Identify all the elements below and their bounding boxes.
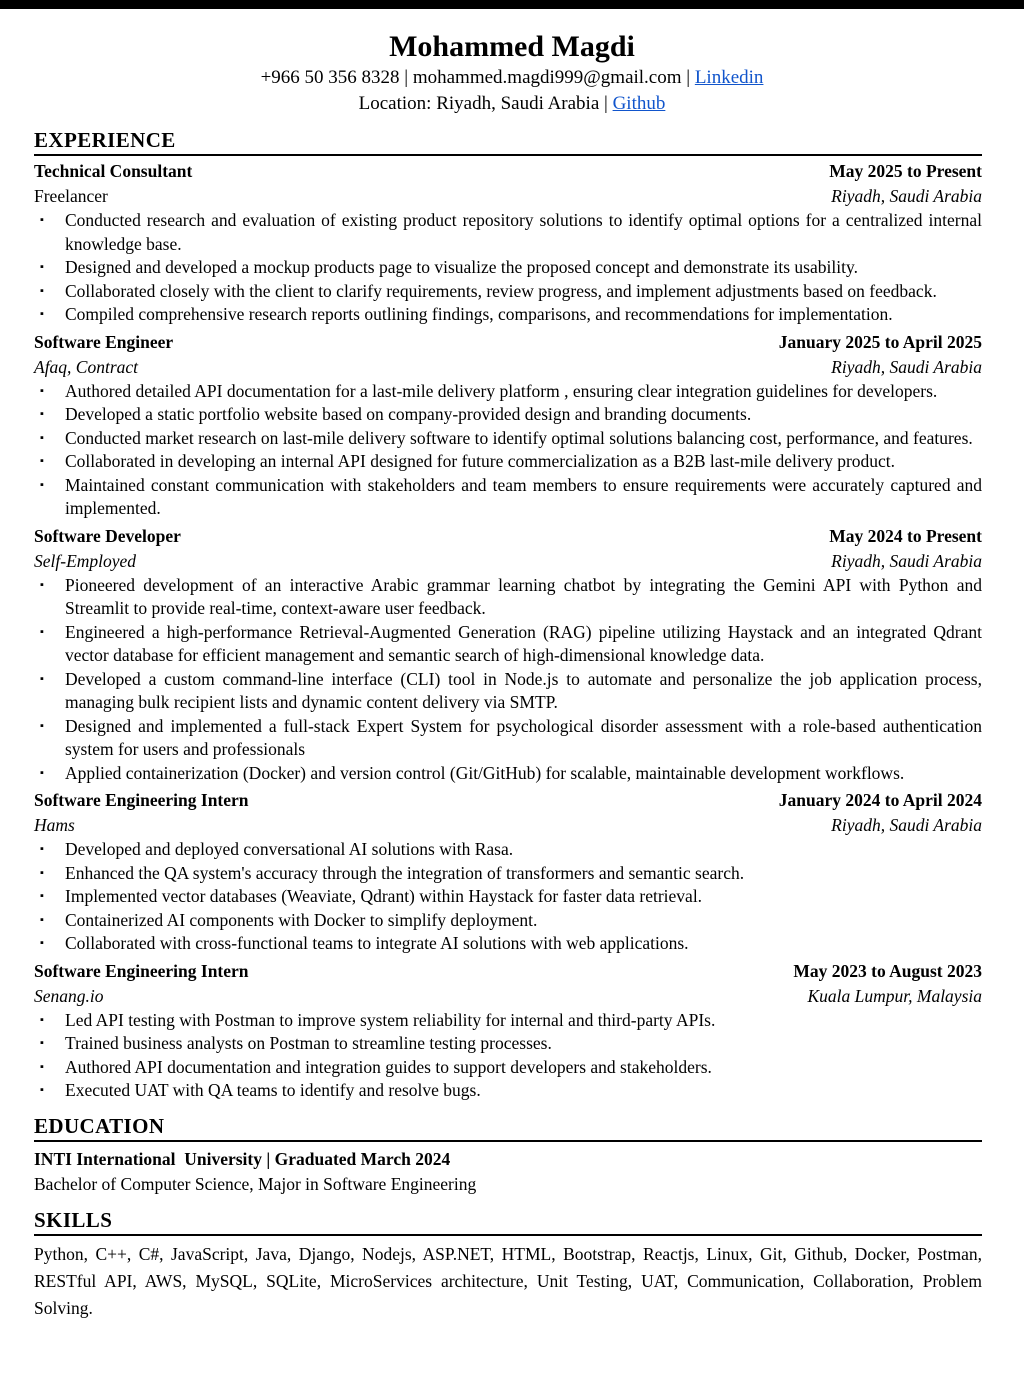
- job-header-row: [34, 159, 982, 184]
- job-header-row: [34, 959, 982, 984]
- location-text: Location: Riyadh, Saudi Arabia: [358, 93, 600, 114]
- job-bullet-list: [34, 380, 982, 521]
- bullet-item: ▪ Engineered a high-performance Retrieval-Augmented Generation (RAG) pipeline utilizing Haystack and an integrated Qdrant vector database for efficient management and semantic search of high-dimensional knowledge data.: [34, 621, 982, 668]
- job-company: Self-Employed: [34, 550, 137, 571]
- phone-text: +966 50 356 8328: [260, 67, 400, 88]
- job-dates: May 2023 to August 2023: [793, 960, 982, 981]
- job-location: Riyadh, Saudi Arabia: [831, 356, 982, 377]
- email-text: mohammed.magdi999@gmail.com: [412, 67, 682, 88]
- name-heading: Mohammed Magdi: [389, 30, 635, 63]
- github-link[interactable]: Github: [612, 93, 666, 114]
- bullet-item: ▪ Developed and deployed conversational AI solutions with Rasa.: [34, 838, 982, 862]
- section-heading-education: EDUCATION: [34, 1114, 982, 1142]
- bullet-item: ▪ Conducted research and evaluation of existing product repository solutions to identify optimal options for a centralized internal knowledge base.: [34, 209, 982, 256]
- bullet-item: ▪ Authored detailed API documentation for a last-mile delivery platform , ensuring clear integration guidelines for developers.: [34, 380, 982, 404]
- job-location: Riyadh, Saudi Arabia: [831, 550, 982, 571]
- job-header-row: [34, 524, 982, 549]
- job-company: Hams: [34, 815, 75, 835]
- job-location: Kuala Lumpur, Malaysia: [807, 985, 982, 1006]
- bullet-item: ▪ Collaborated closely with the client to clarify requirements, review progress, and implement adjustments based on feedback.: [34, 280, 982, 304]
- job-dates: January 2024 to April 2024: [778, 790, 982, 810]
- linkedin-link[interactable]: Linkedin: [694, 67, 764, 88]
- job-title: Software Engineer: [34, 331, 174, 352]
- bullet-item: ▪ Authored API documentation and integration guides to support developers and stakeholders.: [34, 1056, 982, 1080]
- job-title: Software Engineering Intern: [34, 960, 249, 981]
- job-subheader-row: [34, 984, 982, 1009]
- skills-text: Python, C++, C#, JavaScript, Java, Django, Nodejs, ASP.NET, HTML, Bootstrap, Reactjs, Linux, Git, Github, Docker, Postman, RESTful API, AWS, MySQL, SQLite, MicroServices architecture, Unit Testing, UAT, Communication, Collaboration, Problem Solving.: [34, 1243, 982, 1318]
- bullet-item: ▪ Implemented vector databases (Weaviate, Qdrant) within Haystack for faster data retrieval.: [34, 885, 982, 909]
- job-bullet-list: [34, 838, 982, 956]
- job-subheader-row: [34, 813, 982, 838]
- resume-header: [0, 9, 1024, 117]
- job-header-row: [34, 330, 982, 355]
- job-subheader-row: [34, 549, 982, 574]
- job-company: Senang.io: [34, 985, 104, 1006]
- job-bullet-list: [34, 574, 982, 786]
- job-dates: May 2025 to Present: [829, 161, 982, 181]
- bullet-item: ▪ Compiled comprehensive research reports outlining findings, comparisons, and recommendations for implementation.: [34, 303, 982, 327]
- resume-body: [0, 128, 1024, 1322]
- bullet-item: ▪ Executed UAT with QA teams to identify and resolve bugs.: [34, 1079, 982, 1103]
- job-location: Riyadh, Saudi Arabia: [831, 815, 982, 835]
- job-title: Software Engineering Intern: [34, 790, 249, 810]
- bullet-item: ▪ Containerized AI components with Docker to simplify deployment.: [34, 909, 982, 933]
- bullet-item: ▪ Designed and developed a mockup products page to visualize the proposed concept and demonstrate its usability.: [34, 256, 982, 280]
- education-degree-line: Bachelor of Computer Science, Major in Software Engineering: [34, 1173, 477, 1194]
- job-company: Afaq, Contract: [34, 356, 139, 377]
- job-entry: [34, 788, 982, 956]
- education-school-line: INTI International University | Graduated March 2024: [34, 1148, 451, 1169]
- contact-line: [0, 65, 1024, 91]
- section-heading-skills: SKILLS: [34, 1208, 982, 1236]
- job-entry: [34, 524, 982, 786]
- job-entry: [34, 959, 982, 1103]
- job-entry: [34, 330, 982, 521]
- separator: |: [604, 93, 608, 114]
- section-heading-experience: EXPERIENCE: [34, 128, 982, 156]
- bullet-item: ▪ Designed and implemented a full-stack Expert System for psychological disorder assessment with a role-based authentication system for users and professionals: [34, 715, 982, 762]
- job-dates: May 2024 to Present: [829, 525, 982, 546]
- job-bullet-list: [34, 209, 982, 327]
- window-top-edge: [0, 0, 1024, 9]
- job-header-row: [34, 788, 982, 813]
- job-dates: January 2025 to April 2025: [778, 331, 982, 352]
- bullet-item: ▪ Collaborated with cross-functional teams to integrate AI solutions with web applications.: [34, 932, 982, 956]
- job-subheader-row: [34, 184, 982, 209]
- bullet-item: ▪ Developed a custom command-line interface (CLI) tool in Node.js to automate and personalize the job application process, managing bulk recipient lists and dynamic content delivery via SMTP.: [34, 668, 982, 715]
- bullet-item: ▪ Developed a static portfolio website based on company-provided design and branding documents.: [34, 403, 982, 427]
- separator: |: [686, 67, 691, 88]
- bullet-item: ▪ Applied containerization (Docker) and version control (Git/GitHub) for scalable, maintainable development workflows.: [34, 762, 982, 786]
- location-line: [0, 91, 1024, 117]
- job-bullet-list: [34, 1009, 982, 1103]
- bullet-item: ▪ Maintained constant communication with stakeholders and team members to ensure requirements were accurately captured and implemented.: [34, 474, 982, 521]
- job-entry: [34, 159, 982, 327]
- bullet-item: ▪ Enhanced the QA system's accuracy through the integration of transformers and semantic search.: [34, 862, 982, 886]
- bullet-item: ▪ Trained business analysts on Postman to streamline testing processes.: [34, 1032, 982, 1056]
- bullet-item: ▪ Conducted market research on last-mile delivery software to identify optimal solutions balancing cost, performance, and features.: [34, 427, 982, 451]
- job-company: Freelancer: [34, 186, 108, 206]
- job-title: Software Developer: [34, 525, 181, 546]
- job-title: Technical Consultant: [34, 161, 193, 181]
- bullet-item: ▪ Led API testing with Postman to improve system reliability for internal and third-party APIs.: [34, 1009, 982, 1033]
- job-location: Riyadh, Saudi Arabia: [831, 186, 982, 206]
- bullet-item: ▪ Pioneered development of an interactive Arabic grammar learning chatbot by integrating the Gemini API with Python and Streamlit to provide real-time, context-aware user feedback.: [34, 574, 982, 621]
- bullet-item: ▪ Collaborated in developing an internal API designed for future commercialization as a B2B last-mile delivery product.: [34, 450, 982, 474]
- separator: |: [404, 67, 409, 88]
- job-subheader-row: [34, 355, 982, 380]
